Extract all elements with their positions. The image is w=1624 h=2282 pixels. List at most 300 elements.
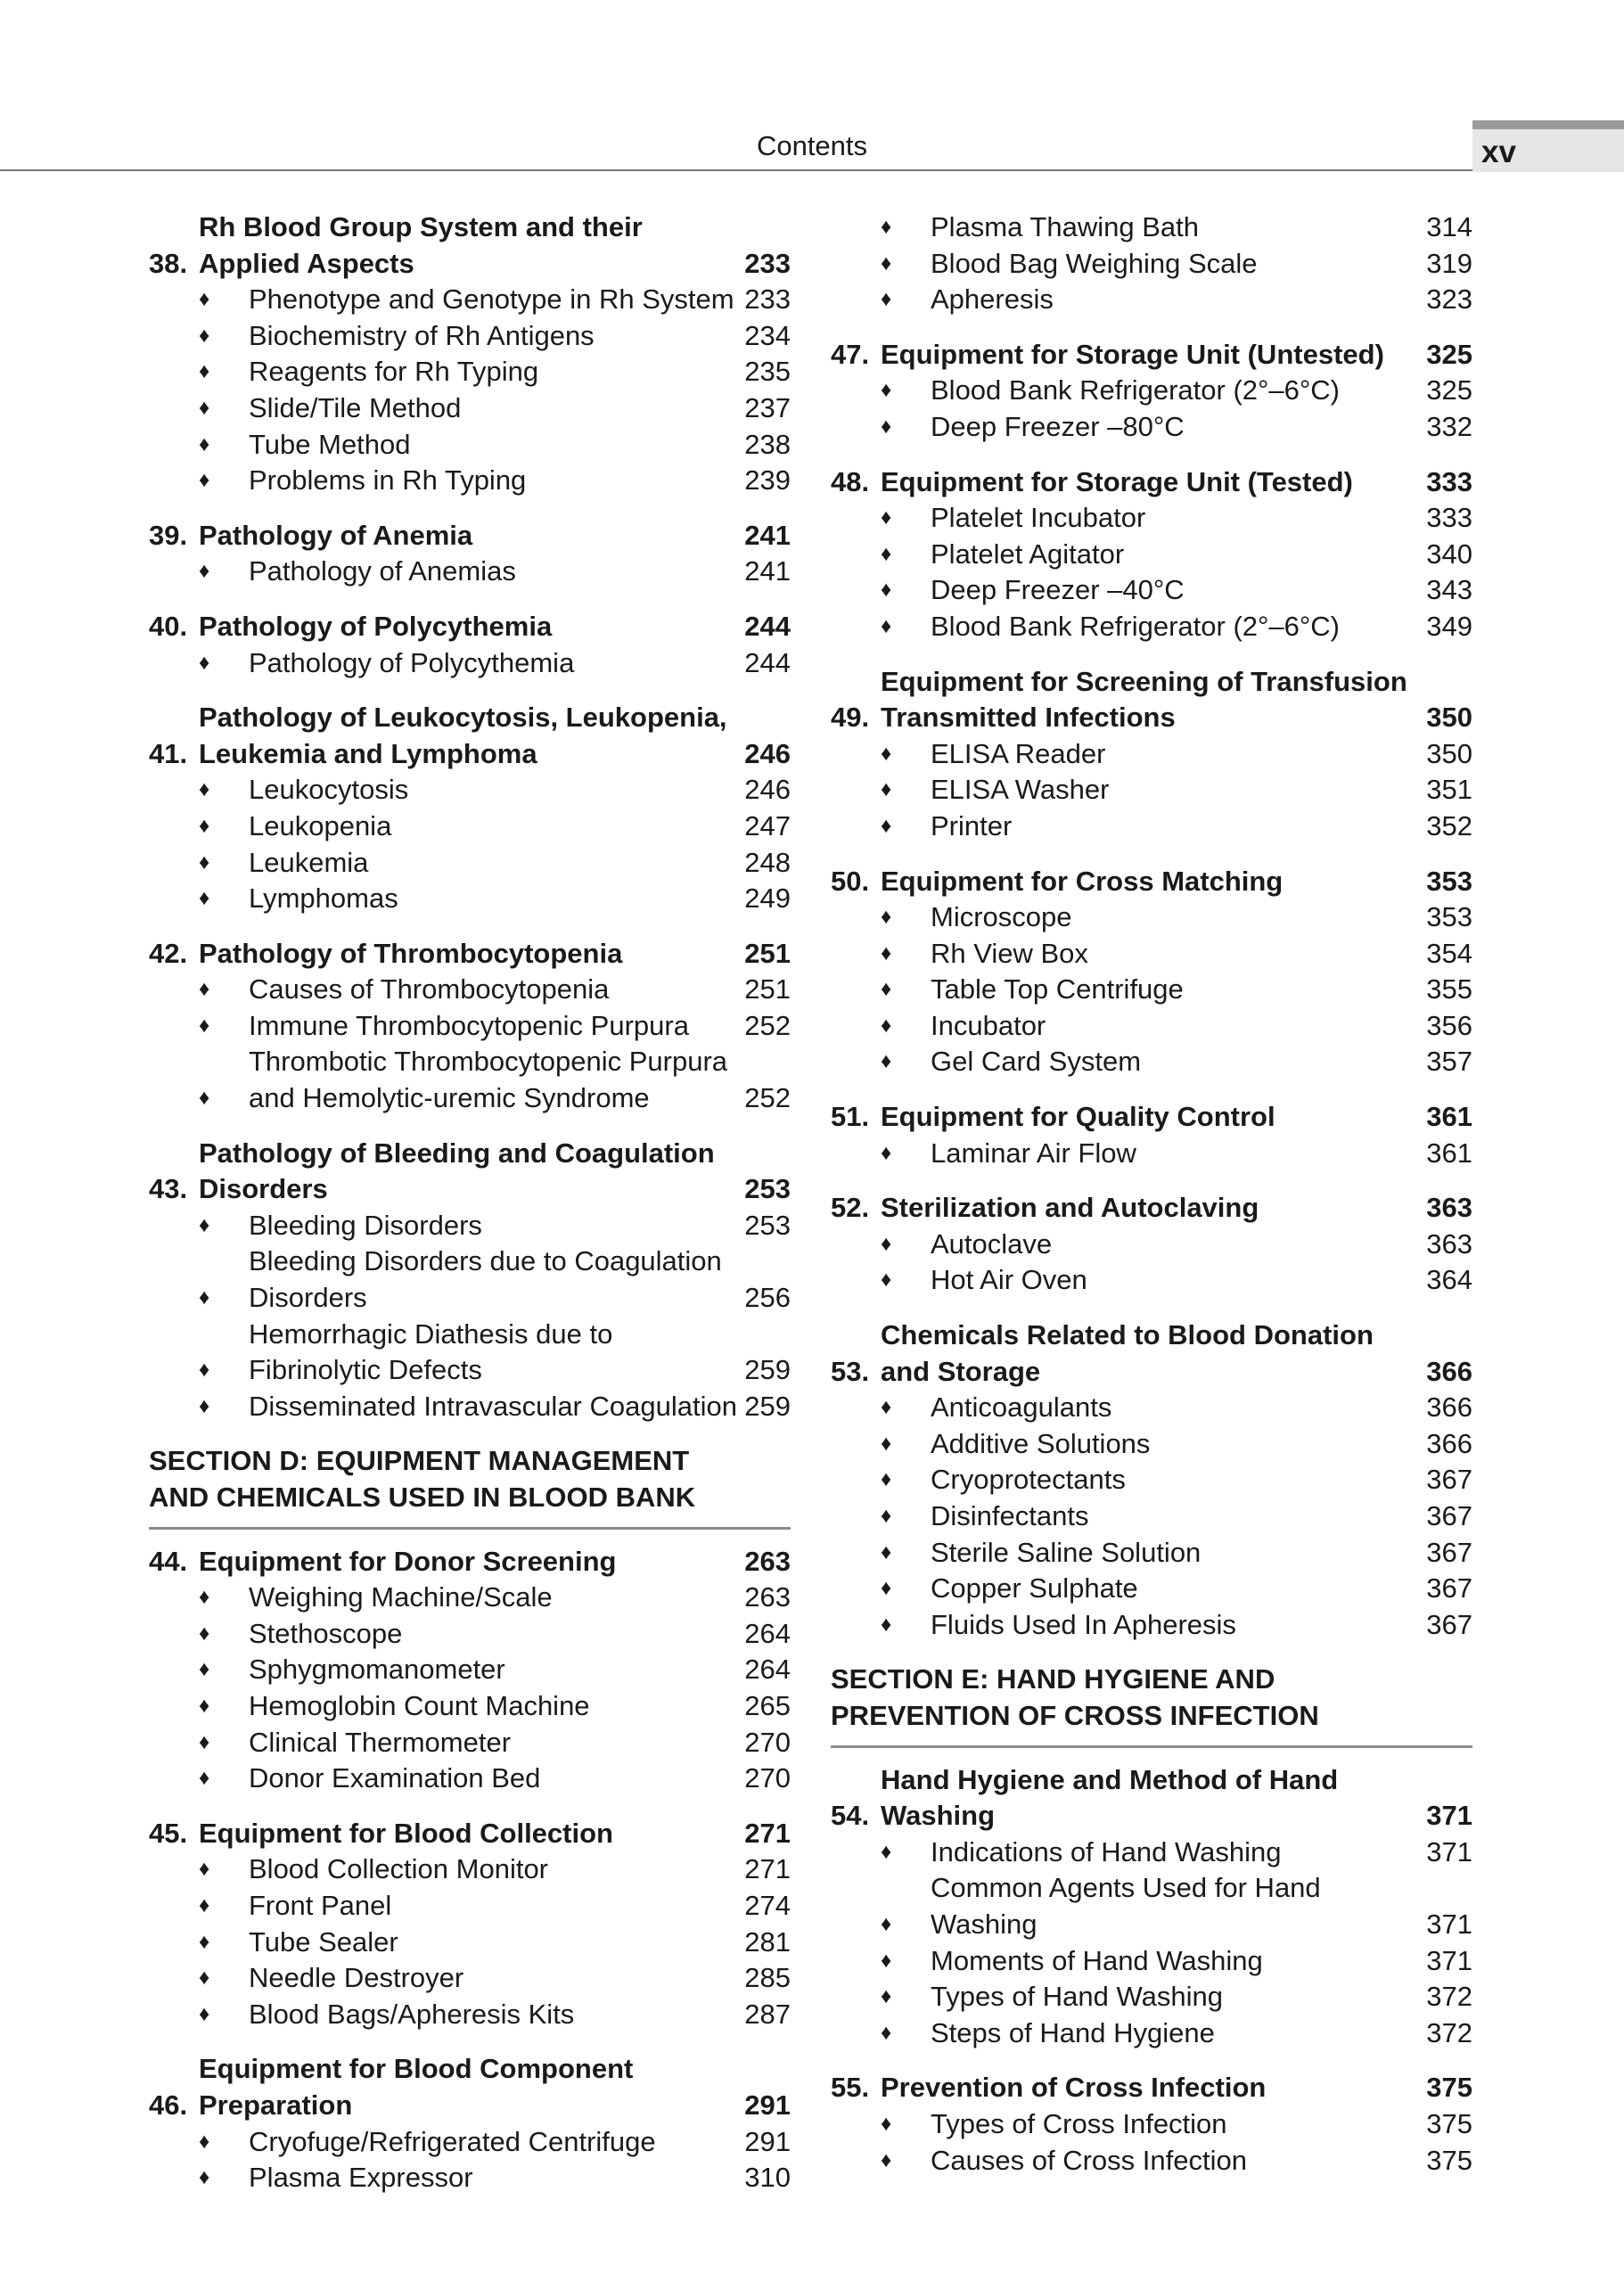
toc-chapter xyxy=(831,1762,1472,2052)
diamond-bullet-icon: ♦ xyxy=(199,1857,210,1882)
subtopic-title: Printer xyxy=(931,809,1013,841)
diamond-bullet-icon: ♦ xyxy=(881,1911,892,1936)
subtopic-page: 233 xyxy=(744,283,791,316)
subtopic-entry[interactable] xyxy=(831,936,1472,973)
chapter-title: Pathology of Bleeding and Coagulation Disorders xyxy=(199,1137,715,1205)
subtopic-page: 235 xyxy=(744,356,791,388)
subtopic-title: Disseminated Intravascular Coagulation xyxy=(249,1390,737,1422)
subtopic-entry[interactable] xyxy=(831,1498,1472,1535)
subtopic-title: Blood Bank Refrigerator (2°–6°C) xyxy=(931,374,1341,406)
chapter-title: Sterilization and Autoclaving xyxy=(881,1192,1259,1224)
subtopic-page: 343 xyxy=(1426,574,1472,606)
chapter-entry[interactable] xyxy=(831,864,1472,900)
subtopic-entry[interactable] xyxy=(149,1208,791,1244)
chapter-title: Equipment for Blood Collection xyxy=(199,1817,613,1849)
subtopic-title: Deep Freezer –80°C xyxy=(931,410,1185,442)
subtopic-title: Incubator xyxy=(931,1009,1046,1041)
subtopic-entry[interactable] xyxy=(149,1888,791,1925)
diamond-bullet-icon: ♦ xyxy=(199,977,210,1002)
subtopic-title: Moments of Hand Washing xyxy=(931,1944,1263,1976)
subtopic-page: 367 xyxy=(1426,1500,1472,1531)
chapter-number: 55. xyxy=(831,2072,870,2104)
section-heading xyxy=(831,1662,1472,1747)
toc-chapter xyxy=(149,1816,791,2033)
subtopic-page: 246 xyxy=(744,774,791,806)
subtopic-entry[interactable] xyxy=(831,609,1472,645)
chapter-title: Rh Blood Group System and their Applied Aspects xyxy=(199,211,643,279)
subtopic-page: 375 xyxy=(1426,2107,1472,2139)
subtopic-entry[interactable] xyxy=(831,1462,1472,1498)
subtopic-title: Blood Bank Refrigerator (2°–6°C) xyxy=(931,610,1341,642)
subtopic-page: 248 xyxy=(744,846,791,878)
subtopic-entry[interactable] xyxy=(831,1227,1472,1263)
subtopic-entry[interactable] xyxy=(831,1607,1472,1644)
subtopic-entry[interactable] xyxy=(149,2124,791,2161)
chapter-page: 366 xyxy=(1426,1355,1472,1387)
subtopic-entry[interactable] xyxy=(831,209,1472,246)
toc-chapter xyxy=(149,518,791,590)
subtopic-title: Indications of Hand Washing xyxy=(931,1835,1282,1867)
chapter-page: 233 xyxy=(744,247,791,279)
toc-chapter xyxy=(149,1136,791,1425)
subtopic-entry[interactable] xyxy=(149,1044,791,1116)
subtopic-entry[interactable] xyxy=(831,282,1472,318)
subtopic-title: Rh View Box xyxy=(931,937,1088,969)
chapter-title: Pathology of Polycythemia xyxy=(199,610,553,642)
section-title: SECTION D: EQUIPMENT MANAGEMENT AND CHEMICALS USED IN BLOOD BANK xyxy=(149,1445,696,1513)
subtopic-entry[interactable] xyxy=(149,2160,791,2196)
chapter-entry[interactable] xyxy=(149,2051,791,2123)
subtopic-title: Fluids Used In Apheresis xyxy=(931,1608,1236,1640)
subtopic-entry[interactable] xyxy=(831,899,1472,936)
subtopic-entry[interactable] xyxy=(149,1317,791,1389)
subtopic-entry[interactable] xyxy=(831,1390,1472,1426)
section-heading xyxy=(149,1443,791,1529)
diamond-bullet-icon: ♦ xyxy=(199,2165,210,2190)
toc-chapter xyxy=(831,1317,1472,1643)
toc-chapter xyxy=(831,1099,1472,1171)
diamond-bullet-icon: ♦ xyxy=(199,1729,210,1754)
subtopic-title: Anticoagulants xyxy=(931,1391,1112,1424)
subtopic-title: Sphygmomanometer xyxy=(249,1654,505,1686)
subtopic-title: Blood Collection Monitor xyxy=(249,1853,549,1885)
subtopic-page: 244 xyxy=(744,646,791,678)
subtopic-page: 340 xyxy=(1426,538,1472,570)
subtopic-page: 237 xyxy=(744,391,791,423)
subtopic-page: 251 xyxy=(744,973,791,1006)
diamond-bullet-icon: ♦ xyxy=(199,1013,210,1038)
chapter-number: 53. xyxy=(831,1355,870,1387)
subtopic-entry[interactable] xyxy=(149,390,791,427)
chapter-entry[interactable] xyxy=(149,1136,791,1208)
subtopic-entry[interactable] xyxy=(831,246,1472,283)
diamond-bullet-icon: ♦ xyxy=(881,1049,892,1074)
chapter-entry[interactable] xyxy=(831,1099,1472,1136)
subtopic-entry[interactable] xyxy=(831,409,1472,446)
diamond-bullet-icon: ♦ xyxy=(881,2147,892,2172)
subtopic-entry[interactable] xyxy=(831,1535,1472,1572)
subtopic-page: 259 xyxy=(744,1354,791,1386)
chapter-number: 47. xyxy=(831,338,870,370)
chapter-number: 38. xyxy=(149,247,188,279)
subtopic-title: Laminar Air Flow xyxy=(931,1137,1136,1169)
subtopic-entry[interactable] xyxy=(149,1652,791,1688)
chapter-entry[interactable] xyxy=(149,609,791,645)
subtopic-page: 264 xyxy=(744,1654,791,1686)
subtopic-title: Cryoprotectants xyxy=(931,1464,1126,1496)
subtopic-page: 259 xyxy=(744,1390,791,1422)
subtopic-title: Common Agents Used for Hand Washing xyxy=(931,1872,1321,1940)
diamond-bullet-icon: ♦ xyxy=(881,940,892,965)
subtopic-title: Table Top Centrifuge xyxy=(931,973,1184,1006)
subtopic-page: 287 xyxy=(744,1998,791,2030)
subtopic-title: Hot Air Oven xyxy=(931,1264,1087,1296)
diamond-bullet-icon: ♦ xyxy=(881,1948,892,1973)
diamond-bullet-icon: ♦ xyxy=(199,359,210,384)
subtopic-page: 361 xyxy=(1426,1137,1472,1169)
subtopic-page: 371 xyxy=(1426,1944,1472,1976)
subtopic-title: Deep Freezer –40°C xyxy=(931,574,1185,606)
subtopic-page: 372 xyxy=(1426,2016,1472,2048)
subtopic-entry[interactable] xyxy=(831,1008,1472,1045)
subtopic-entry[interactable] xyxy=(149,1616,791,1653)
diamond-bullet-icon: ♦ xyxy=(199,650,210,675)
subtopic-page: 366 xyxy=(1426,1391,1472,1424)
subtopic-entry[interactable] xyxy=(831,1136,1472,1172)
diamond-bullet-icon: ♦ xyxy=(199,1393,210,1418)
chapter-number: 41. xyxy=(149,737,188,769)
chapter-title: Chemicals Related to Blood Donation and Storage xyxy=(881,1319,1374,1387)
subtopic-title: Hemorrhagic Diathesis due to Fibrinolytic Defects xyxy=(249,1317,613,1386)
subtopic-page: 367 xyxy=(1426,1536,1472,1568)
diamond-bullet-icon: ♦ xyxy=(881,1431,892,1456)
subtopic-entry[interactable] xyxy=(831,772,1472,809)
subtopic-page: 371 xyxy=(1426,1835,1472,1867)
diamond-bullet-icon: ♦ xyxy=(881,1984,892,2009)
chapter-entry[interactable] xyxy=(149,1816,791,1852)
subtopic-entry[interactable] xyxy=(149,1725,791,1761)
subtopic-entry[interactable] xyxy=(149,1997,791,2033)
subtopic-page: 350 xyxy=(1426,737,1472,769)
subtopic-entry[interactable] xyxy=(149,554,791,590)
chapter-number: 46. xyxy=(149,2089,188,2121)
subtopic-page: 234 xyxy=(744,319,791,351)
toc-chapter xyxy=(149,936,791,1117)
chapter-entry[interactable] xyxy=(831,1317,1472,1390)
page-header-title: Contents xyxy=(756,130,868,161)
section-rule xyxy=(831,1745,1472,1748)
diamond-bullet-icon: ♦ xyxy=(881,1612,892,1637)
subtopic-page: 367 xyxy=(1426,1608,1472,1640)
diamond-bullet-icon: ♦ xyxy=(199,1358,210,1383)
diamond-bullet-icon: ♦ xyxy=(881,777,892,802)
diamond-bullet-icon: ♦ xyxy=(199,850,210,874)
subtopic-entry[interactable] xyxy=(149,1008,791,1045)
subtopic-title: Immune Thrombocytopenic Purpura xyxy=(249,1009,689,1041)
subtopic-title: Plasma Expressor xyxy=(249,2162,473,2194)
chapter-title: Equipment for Storage Unit (Tested) xyxy=(881,465,1353,497)
subtopic-entry[interactable] xyxy=(149,772,791,809)
subtopic-title: Blood Bags/Apheresis Kits xyxy=(249,1998,575,2030)
subtopic-page: 285 xyxy=(744,1962,791,1994)
toc-chapter xyxy=(149,700,791,917)
subtopic-page: 239 xyxy=(744,464,791,497)
subtopic-entry[interactable] xyxy=(149,1925,791,1961)
chapter-page: 350 xyxy=(1426,702,1472,734)
subtopic-entry[interactable] xyxy=(149,972,791,1008)
subtopic-title: Gel Card System xyxy=(931,1046,1142,1078)
subtopic-entry[interactable] xyxy=(149,881,791,917)
subtopic-entry[interactable] xyxy=(831,1870,1472,1942)
chapter-entry[interactable] xyxy=(831,664,1472,736)
chapter-entry[interactable] xyxy=(149,518,791,554)
diamond-bullet-icon: ♦ xyxy=(881,1140,892,1165)
diamond-bullet-icon: ♦ xyxy=(199,2129,210,2154)
diamond-bullet-icon: ♦ xyxy=(199,813,210,838)
subtopic-page: 281 xyxy=(744,1925,791,1958)
diamond-bullet-icon: ♦ xyxy=(881,613,892,638)
subtopic-page: 372 xyxy=(1426,1981,1472,2013)
subtopic-title: Sterile Saline Solution xyxy=(931,1536,1202,1568)
subtopic-title: Reagents for Rh Typing xyxy=(249,356,539,388)
diamond-bullet-icon: ♦ xyxy=(881,378,892,403)
subtopic-entry[interactable] xyxy=(831,1262,1472,1299)
subtopic-entry[interactable] xyxy=(831,1943,1472,1980)
header-rule xyxy=(0,169,1624,171)
subtopic-page: 366 xyxy=(1426,1427,1472,1459)
diamond-bullet-icon: ♦ xyxy=(199,431,210,456)
subtopic-entry[interactable] xyxy=(149,354,791,390)
chapter-entry[interactable] xyxy=(831,1762,1472,1835)
subtopic-entry[interactable] xyxy=(149,1244,791,1316)
diamond-bullet-icon: ♦ xyxy=(199,468,210,493)
subtopic-page: 364 xyxy=(1426,1264,1472,1296)
subtopic-title: Copper Sulphate xyxy=(931,1572,1138,1605)
toc-chapter xyxy=(149,2051,791,2196)
subtopic-title: Causes of Thrombocytopenia xyxy=(249,973,610,1006)
subtopic-entry[interactable] xyxy=(831,2015,1472,2052)
toc-right-column xyxy=(831,209,1472,2197)
subtopic-title: Phenotype and Genotype in Rh System xyxy=(249,283,734,316)
subtopic-title: Thrombotic Thrombocytopenic Purpura and Hemolytic-uremic Syndrome xyxy=(249,1046,728,1114)
diamond-bullet-icon: ♦ xyxy=(881,1268,892,1293)
subtopic-entry[interactable] xyxy=(149,1761,791,1797)
chapter-page: 251 xyxy=(744,937,791,969)
chapter-page: 244 xyxy=(744,610,791,642)
diamond-bullet-icon: ♦ xyxy=(881,541,892,566)
subtopic-page: 353 xyxy=(1426,901,1472,933)
diamond-bullet-icon: ♦ xyxy=(199,1657,210,1682)
subtopic-title: Stethoscope xyxy=(249,1617,403,1649)
subtopic-title: Clinical Thermometer xyxy=(249,1726,512,1758)
chapter-entry[interactable] xyxy=(149,1544,791,1580)
toc-chapter xyxy=(831,337,1472,446)
diamond-bullet-icon: ♦ xyxy=(881,287,892,312)
subtopic-page: 310 xyxy=(744,2162,791,2194)
diamond-bullet-icon: ♦ xyxy=(881,741,892,766)
diamond-bullet-icon: ♦ xyxy=(881,1013,892,1038)
subtopic-entry[interactable] xyxy=(831,500,1472,537)
subtopic-entry[interactable] xyxy=(149,427,791,464)
chapter-title: Pathology of Anemia xyxy=(199,519,473,551)
diamond-bullet-icon: ♦ xyxy=(199,287,210,312)
chapter-title: Hand Hygiene and Method of Hand Washing xyxy=(881,1763,1339,1832)
subtopic-entry[interactable] xyxy=(149,463,791,499)
subtopic-title: Platelet Agitator xyxy=(931,538,1125,570)
chapter-title: Equipment for Storage Unit (Untested) xyxy=(881,338,1384,370)
chapter-entry[interactable] xyxy=(831,337,1472,373)
subtopic-entry[interactable] xyxy=(831,1571,1472,1607)
diamond-bullet-icon: ♦ xyxy=(881,905,892,930)
subtopic-title: Slide/Tile Method xyxy=(249,391,462,423)
subtopic-entry[interactable] xyxy=(831,1979,1472,2015)
diamond-bullet-icon: ♦ xyxy=(881,1576,892,1601)
subtopic-page: 357 xyxy=(1426,1046,1472,1078)
chapter-page: 246 xyxy=(744,737,791,769)
chapter-title: Equipment for Cross Matching xyxy=(881,865,1284,897)
subtopic-title: Hemoglobin Count Machine xyxy=(249,1689,590,1721)
subtopic-page: 375 xyxy=(1426,2144,1472,2176)
chapter-entry[interactable] xyxy=(831,2070,1472,2106)
diamond-bullet-icon: ♦ xyxy=(881,578,892,603)
chapter-title: Pathology of Leukocytosis, Leukopenia, Leukemia and Lymphoma xyxy=(199,702,727,769)
subtopic-title: Leukopenia xyxy=(249,809,392,841)
subtopic-title: Lymphomas xyxy=(249,882,398,915)
subtopic-entry[interactable] xyxy=(149,1688,791,1725)
diamond-bullet-icon: ♦ xyxy=(199,886,210,911)
subtopic-entry[interactable] xyxy=(149,845,791,882)
chapter-number: 45. xyxy=(149,1817,188,1849)
subtopic-title: Bleeding Disorders xyxy=(249,1209,482,1241)
subtopic-title: Types of Hand Washing xyxy=(931,1981,1223,2013)
subtopic-title: Leukemia xyxy=(249,846,369,878)
subtopic-page: 319 xyxy=(1426,247,1472,279)
diamond-bullet-icon: ♦ xyxy=(881,1467,892,1492)
subtopic-entry[interactable] xyxy=(149,1960,791,1997)
chapter-entry[interactable] xyxy=(831,464,1472,501)
subtopic-entry[interactable] xyxy=(831,1044,1472,1080)
chapter-page: 241 xyxy=(744,519,791,551)
diamond-bullet-icon: ♦ xyxy=(199,1212,210,1237)
subtopic-entry[interactable] xyxy=(831,2106,1472,2143)
chapter-number: 48. xyxy=(831,465,870,497)
subtopic-page: 367 xyxy=(1426,1464,1472,1496)
subtopic-entry[interactable] xyxy=(149,645,791,682)
toc-chapter xyxy=(149,609,791,681)
chapter-title: Equipment for Donor Screening xyxy=(199,1545,617,1577)
subtopic-title: Autoclave xyxy=(931,1227,1053,1260)
subtopic-title: ELISA Reader xyxy=(931,737,1106,769)
chapter-entry[interactable] xyxy=(831,1190,1472,1227)
subtopic-page: 270 xyxy=(744,1726,791,1758)
subtopic-title: Needle Destroyer xyxy=(249,1962,464,1994)
chapter-entry[interactable] xyxy=(149,700,791,772)
subtopic-title: ELISA Washer xyxy=(931,774,1110,806)
diamond-bullet-icon: ♦ xyxy=(881,1504,892,1528)
subtopic-title: Pathology of Anemias xyxy=(249,555,516,587)
subtopic-page: 271 xyxy=(744,1853,791,1885)
chapter-entry[interactable] xyxy=(149,936,791,973)
chapter-number: 52. xyxy=(831,1192,870,1224)
diamond-bullet-icon: ♦ xyxy=(199,1585,210,1610)
subtopic-entry[interactable] xyxy=(831,572,1472,609)
chapter-number: 50. xyxy=(831,865,870,897)
subtopic-page: 355 xyxy=(1426,973,1472,1006)
chapter-page: 291 xyxy=(744,2089,791,2121)
subtopic-title: Blood Bag Weighing Scale xyxy=(931,247,1258,279)
subtopic-entry[interactable] xyxy=(831,972,1472,1008)
subtopic-title: Front Panel xyxy=(249,1889,392,1921)
chapter-number: 42. xyxy=(149,937,188,969)
subtopic-title: Microscope xyxy=(931,901,1072,933)
subtopic-entry[interactable] xyxy=(149,809,791,845)
subtopic-title: Plasma Thawing Bath xyxy=(931,211,1199,242)
section-rule xyxy=(149,1527,791,1530)
subtopic-title: Cryofuge/Refrigerated Centrifuge xyxy=(249,2125,656,2157)
chapter-page: 353 xyxy=(1426,865,1472,897)
subtopic-page: 333 xyxy=(1426,502,1472,534)
diamond-bullet-icon: ♦ xyxy=(199,1621,210,1646)
chapter-page: 253 xyxy=(744,1173,791,1205)
chapter-number: 43. xyxy=(149,1173,188,1205)
diamond-bullet-icon: ♦ xyxy=(881,250,892,275)
subtopic-page: 247 xyxy=(744,809,791,841)
subtopic-page: 263 xyxy=(744,1581,791,1613)
subtopic-entry[interactable] xyxy=(149,318,791,355)
page-number-tab xyxy=(1472,120,1624,172)
subtopic-title: Steps of Hand Hygiene xyxy=(931,2016,1215,2048)
chapter-page: 371 xyxy=(1426,1800,1472,1832)
subtopic-page: 291 xyxy=(744,2125,791,2157)
chapter-page: 263 xyxy=(744,1545,791,1577)
subtopic-entry[interactable] xyxy=(831,1835,1472,1871)
subtopic-title: Weighing Machine/Scale xyxy=(249,1581,553,1613)
chapter-number: 51. xyxy=(831,1101,870,1133)
chapter-title: Prevention of Cross Infection xyxy=(881,2072,1267,2104)
subtopic-title: Types of Cross Infection xyxy=(931,2107,1227,2139)
subtopic-entry[interactable] xyxy=(831,537,1472,573)
diamond-bullet-icon: ♦ xyxy=(199,1766,210,1791)
chapter-title: Equipment for Blood Component Preparation xyxy=(199,2053,634,2121)
chapter-page: 333 xyxy=(1426,465,1472,497)
chapter-title: Equipment for Quality Control xyxy=(881,1101,1275,1133)
subtopic-page: 264 xyxy=(744,1617,791,1649)
subtopic-title: Bleeding Disorders due to Coagulation Disorders xyxy=(249,1245,722,1314)
subtopic-entry[interactable] xyxy=(149,282,791,318)
diamond-bullet-icon: ♦ xyxy=(199,395,210,420)
subtopic-page: 314 xyxy=(1426,211,1472,242)
subtopic-entry[interactable] xyxy=(831,809,1472,845)
subtopic-title: Leukocytosis xyxy=(249,774,409,806)
chapter-number: 39. xyxy=(149,519,188,551)
subtopic-page: 349 xyxy=(1426,610,1472,642)
toc-chapter xyxy=(831,2070,1472,2179)
subtopic-entry[interactable] xyxy=(149,1851,791,1888)
subtopic-entry[interactable] xyxy=(831,1426,1472,1463)
subtopic-title: Disinfectants xyxy=(931,1500,1089,1531)
subtopic-entry[interactable] xyxy=(149,1389,791,1425)
subtopic-entry[interactable] xyxy=(149,1580,791,1616)
diamond-bullet-icon: ♦ xyxy=(199,1086,210,1111)
subtopic-page: 352 xyxy=(1426,809,1472,841)
subtopic-entry[interactable] xyxy=(831,736,1472,773)
chapter-entry[interactable] xyxy=(149,209,791,282)
subtopic-entry[interactable] xyxy=(831,373,1472,409)
diamond-bullet-icon: ♦ xyxy=(881,505,892,530)
diamond-bullet-icon: ♦ xyxy=(199,1693,210,1718)
subtopic-entry[interactable] xyxy=(831,2143,1472,2179)
subtopic-page: 241 xyxy=(744,555,791,587)
